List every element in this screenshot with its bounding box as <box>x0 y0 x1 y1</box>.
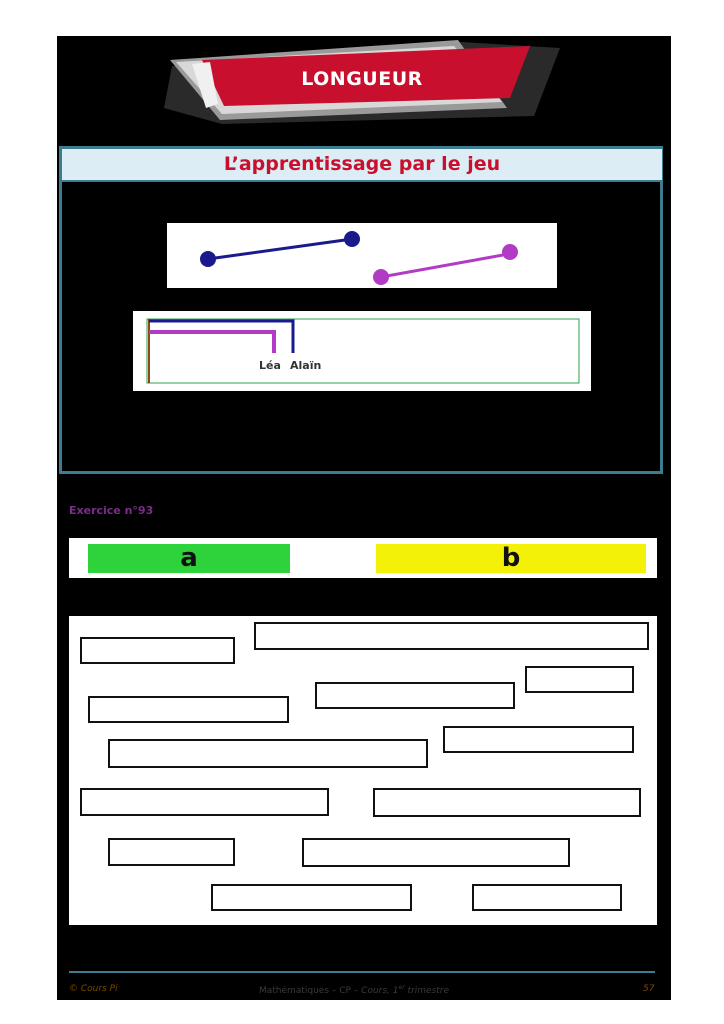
purple-point-end <box>502 244 518 260</box>
footer-divider <box>69 971 655 973</box>
comparison-figure <box>133 311 591 391</box>
footer-subject: Mathématiques – CP – <box>259 986 362 996</box>
exercise-label: Exercice n°93 <box>69 504 154 517</box>
banner-title: LONGUEUR <box>301 68 423 90</box>
page-number: 57 <box>643 984 655 994</box>
footer-copyright: © Cours Pi <box>69 984 118 994</box>
answer-box[interactable] <box>302 838 570 867</box>
answer-box[interactable] <box>108 739 428 768</box>
answer-box[interactable] <box>315 682 515 709</box>
purple-point-start <box>373 269 389 285</box>
answer-box[interactable] <box>80 637 235 664</box>
label-lea: Léa <box>259 359 281 372</box>
footer-course: Cours, 1 <box>361 986 399 996</box>
footer-title <box>259 984 449 996</box>
blue-segment <box>208 240 345 259</box>
answer-box[interactable] <box>108 838 235 866</box>
segments-drawing <box>167 223 557 288</box>
segments-figure <box>167 223 557 288</box>
blue-point-start <box>200 251 216 267</box>
answer-box[interactable] <box>443 726 634 753</box>
lesson-title: L’apprentissage par le jeu <box>223 153 501 175</box>
purple-segment <box>381 255 503 277</box>
answer-box[interactable] <box>472 884 622 911</box>
column-b[interactable]: b <box>376 544 646 573</box>
label-alain: Alaïn <box>290 359 322 372</box>
answer-box[interactable] <box>88 696 289 723</box>
answer-box[interactable] <box>211 884 412 911</box>
answer-box[interactable] <box>80 788 329 816</box>
answer-box[interactable] <box>373 788 641 817</box>
comparison-drawing <box>133 311 591 391</box>
blue-point-end <box>344 231 360 247</box>
footer-sup: er <box>398 984 405 991</box>
footer-term: trimestre <box>404 986 450 996</box>
column-a[interactable]: a <box>88 544 290 573</box>
lesson-box <box>59 146 663 474</box>
answer-box[interactable] <box>525 666 634 693</box>
answer-box[interactable] <box>254 622 649 650</box>
